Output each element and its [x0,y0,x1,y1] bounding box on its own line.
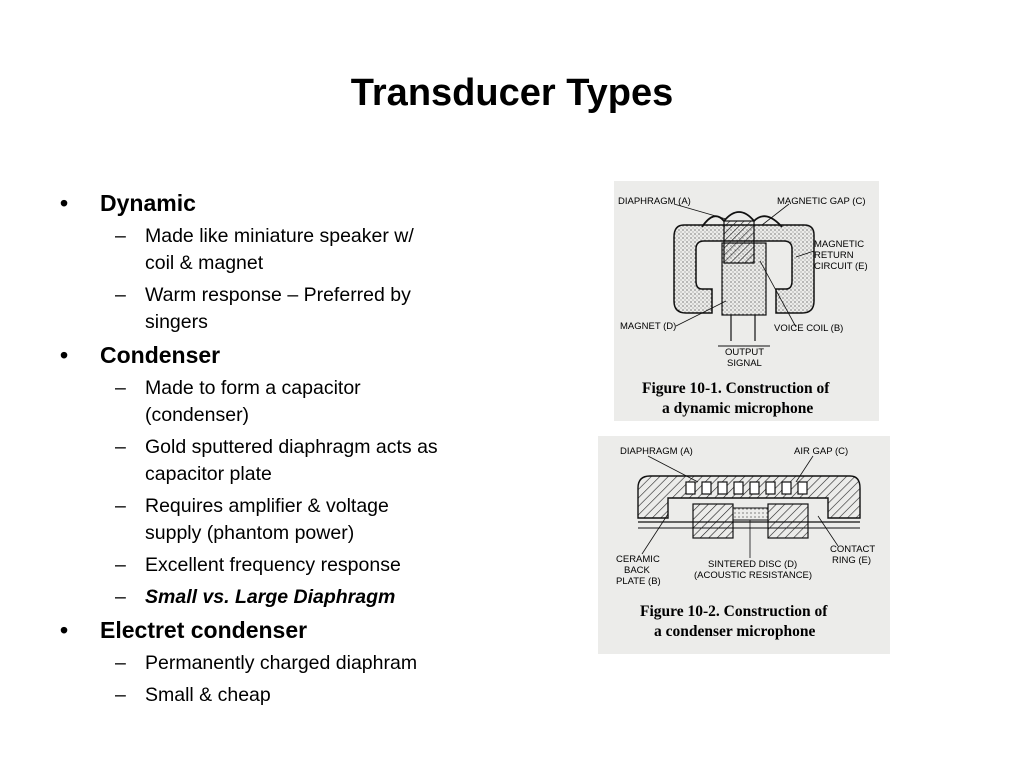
sub-bullet-text: Excellent frequency response [145,554,401,576]
label-disc-1: SINTERED DISC (D) [708,559,798,570]
back-plate-right [768,504,808,538]
sub-bullet [60,650,500,677]
sub-bullet-text: Requires amplifier & voltage [145,495,389,517]
label-air-gap: AIR GAP (C) [794,446,849,457]
label-ceramic-3: PLATE (B) [616,576,661,587]
sub-bullet-text: Made like miniature speaker w/ [145,225,414,247]
label-voice-coil: VOICE COIL (B) [774,323,844,334]
bullet-electret [60,615,500,645]
label-disc-2: (ACOUSTIC RESISTANCE) [694,570,813,581]
label-output-1: OUTPUT [725,347,765,358]
label-ceramic-2: BACK [624,565,650,576]
bullet-label: Dynamic [100,190,196,216]
sub-bullet [60,682,500,709]
label-ring-2: RING (E) [832,555,872,566]
bullet-label: Electret condenser [100,617,308,643]
dash-marker: – [115,225,126,247]
dash-marker: – [115,554,126,576]
sub-bullet [60,375,500,429]
bullet-list [60,184,500,709]
sub-bullet-text: Made to form a capacitor [145,377,361,399]
sub-bullet-text: coil & magnet [145,252,264,274]
sub-bullet [60,434,500,488]
bullet-condenser [60,340,500,370]
figure2-caption-1: Figure 10-2. Construction of [640,603,828,620]
label-magnetic-gap: MAGNETIC GAP (C) [777,196,866,207]
dynamic-mic-diagram [614,181,879,421]
sub-bullet-emphasis [60,584,500,611]
dash-marker: – [115,684,126,706]
label-return-3: CIRCUIT (E) [814,261,868,272]
sub-bullet-text: capacitor plate [145,463,272,485]
sub-bullet-text: (condenser) [145,404,250,426]
bullet-dot: • [60,190,69,216]
bullet-dynamic [60,188,500,218]
label-output-2: SIGNAL [727,358,762,369]
dash-marker: – [115,586,126,608]
label-ceramic-1: CERAMIC [616,554,660,565]
slide-title: Transducer Types [350,72,674,114]
label-diaphragm: DIAPHRAGM (A) [620,446,693,457]
sub-bullet-text: Small & cheap [145,684,271,706]
bullet-dot: • [60,617,69,643]
label-return-1: MAGNETIC [814,239,865,250]
dash-marker: – [115,652,126,674]
figure2-caption-2: a condenser microphone [654,623,816,640]
sub-bullet [60,223,500,277]
sub-bullet-text: Warm response – Preferred by [145,284,411,306]
dash-marker: – [115,436,126,458]
sub-bullet-text: Gold sputtered diaphragm acts as [145,436,438,458]
figure1-caption-1: Figure 10-1. Construction of [642,380,830,397]
sub-bullet-text: Permanently charged diaphram [145,652,418,674]
bullet-label: Condenser [100,342,221,368]
dash-marker: – [115,495,126,517]
condenser-mic-diagram [598,436,890,654]
sintered-disc-shape [733,508,768,520]
voice-coil-shape [724,221,754,263]
sub-bullet [60,493,500,547]
condenser-mic-figure [598,436,890,654]
bullet-dot: • [60,342,69,368]
sub-bullet-text: supply (phantom power) [145,522,355,544]
dynamic-mic-figure [614,181,879,421]
dash-marker: – [115,377,126,399]
label-return-2: RETURN [814,250,854,261]
figure1-caption-2: a dynamic microphone [662,400,814,417]
sub-bullet [60,552,500,579]
back-plate-left [693,504,733,538]
sub-bullet-text: singers [145,311,208,333]
sub-bullet [60,282,500,336]
label-magnet: MAGNET (D) [620,321,677,332]
label-ring-1: CONTACT [830,544,876,555]
label-diaphragm: DIAPHRAGM (A) [618,196,691,207]
sub-bullet-text: Small vs. Large Diaphragm [145,586,396,608]
dash-marker: – [115,284,126,306]
